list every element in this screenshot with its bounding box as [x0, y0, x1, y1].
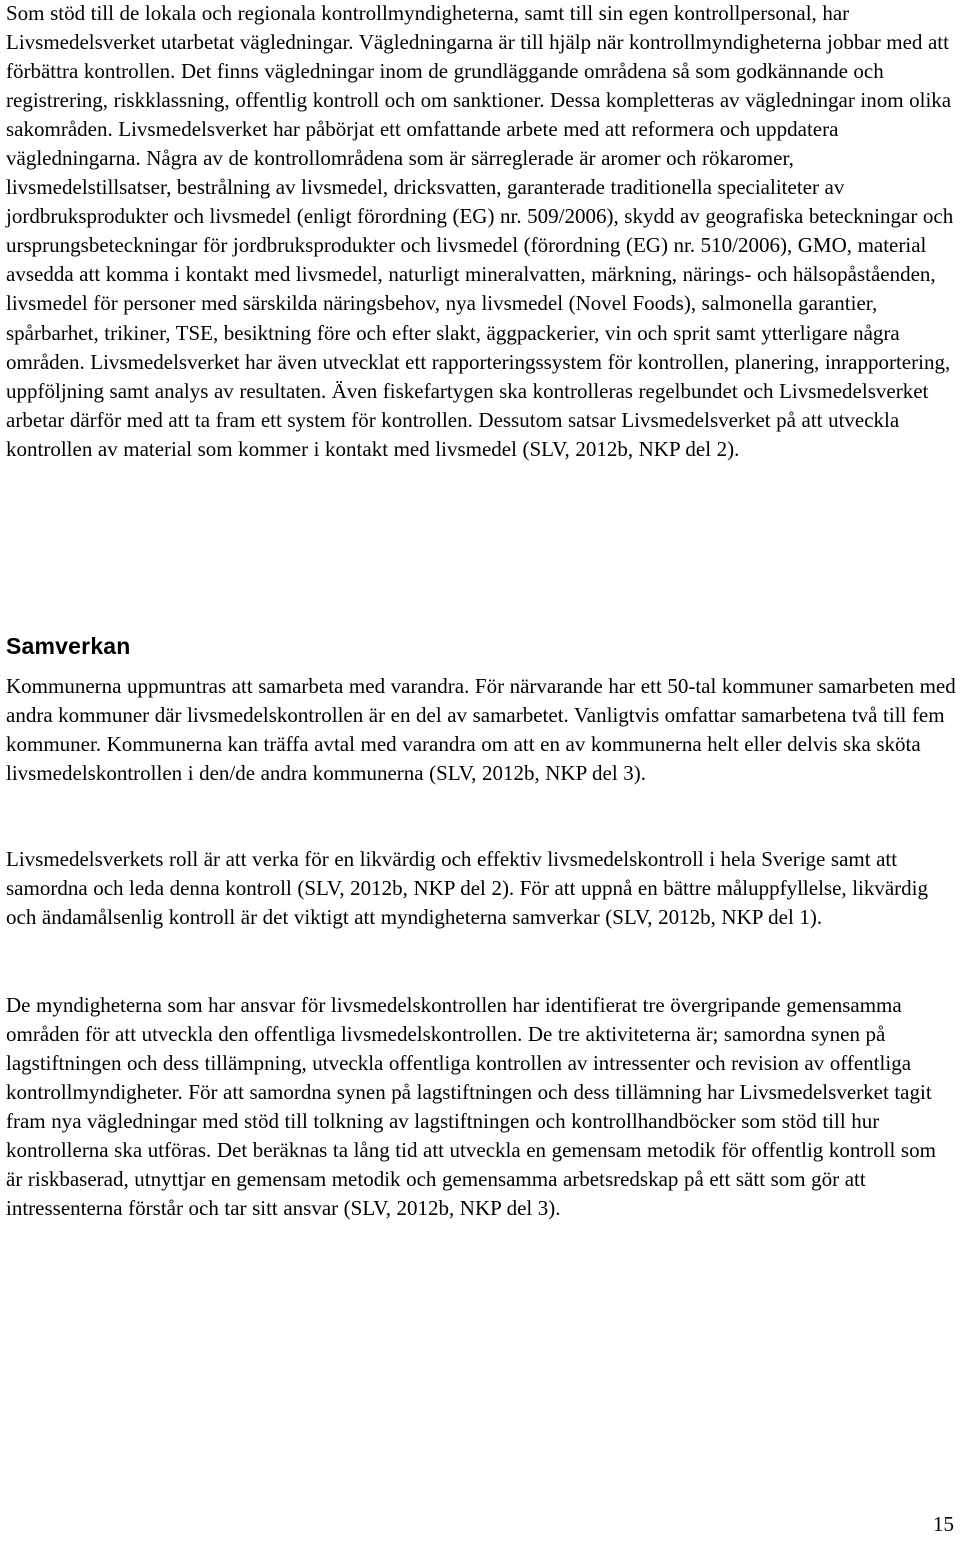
- section-role: [6, 845, 960, 932]
- paragraph-guidance: Som stöd till de lokala och regionala kontrollmyndigheterna, samt till sin egen kontrollpersonal, har Livsmedelsverket utarbetat vägledningar. Vägledningarna är till hjälp när kontrollmyndigheterna jobbar med att förbättra kontrollen. Det finns vägledningar inom de grundläggande områdena så som godkännande och registrering, riskklassning, offentlig kontroll och om sanktioner. Dessa kompletteras av vägledningar inom olika sakområden. Livsmedelsverket har påbörjat ett omfattande arbete med att reformera och uppdatera vägledningarna. Några av de kontrollområdena som är särreglerade är aromer och rökaromer, livsmedelstillsatser, bestrålning av livsmedel, dricksvatten, garanterade traditionella specialiteter av jordbruksprodukter och livsmedel (enligt förordning (EG) nr. 509/2006), skydd av geografiska beteckningar och ursprungsbeteckningar för jordbruksprodukter och livsmedel (förordning (EG) nr. 510/2006), GMO, material avsedda att komma i kontakt med livsmedel, naturligt mineralvatten, märkning, närings- och hälsopåståenden, livsmedel för personer med särskilda näringsbehov, nya livsmedel (Novel Foods), salmonella garantier, spårbarhet, trikiner, TSE, besiktning före och efter slakt, äggpackerier, vin och sprit samt ytterligare några områden. Livsmedelsverket har även utvecklat ett rapporteringssystem för kontrollen, planering, inrapportering, uppföljning samt analys av resultaten. Även fiskefartygen ska kontrolleras regelbundet och Livsmedelsverket arbetar därför med att ta fram ett system för kontrollen. Dessutom satsar Livsmedelsverket på att utveckla kontrollen av material som kommer i kontakt med livsmedel (SLV, 2012b, NKP del 2).: [6, 1, 954, 461]
- page-number: 15: [933, 1512, 954, 1536]
- paragraph-agency-role: Livsmedelsverkets roll är att verka för en likvärdig och effektiv livsmedelskontroll i hela Sverige samt att samordna och leda denna kontroll (SLV, 2012b, NKP del 2). För att uppnå en bättre måluppfyllelse, likvärdig och ändamålsenlig kontroll är det viktigt att myndigheterna samverkar (SLV, 2012b, NKP del 1).: [6, 847, 929, 930]
- section-common-areas: [6, 991, 956, 1223]
- paragraph-common-areas: De myndigheterna som har ansvar för livsmedelskontrollen har identifierat tre övergripande gemensamma områden för att utveckla den offentliga livsmedelskontrollen. De tre aktiviteterna är; samordna synen på lagstiftningen och dess tillämpning, utveckla offentliga kontrollen av intressenter och revision av offentliga kontrollmyndigheter. För att samordna synen på lagstiftningen och dess tillämning har Livsmedelsverket tagit fram nya vägledningar med stöd till tolkning av lagstiftningen och kontrollhandböcker som stöd till hur kontrollerna ska utföras. Det beräknas ta lång tid att utveckla en gemensam metodik för offentlig kontroll som är riskbaserad, utnyttjar en gemensam metodik och gemensamma arbetsredskap på ett sätt som gör att intressenterna förstår och tar sitt ansvar (SLV, 2012b, NKP del 3).: [6, 993, 936, 1221]
- section-heading-samverkan: Samverkan: [6, 633, 131, 659]
- document-page: [6, 0, 956, 1221]
- paragraph-municipal-cooperation: Kommunerna uppmuntras att samarbeta med varandra. För närvarande har ett 50-tal kommuner samarbeten med andra kommuner där livsmedelskontrollen är en del av samarbetet. Vanligtvis omfattar samarbetena två till fem kommuner. Kommunerna kan träffa avtal med varandra om att en av kommunerna helt eller delvis ska sköta livsmedelskontrollen i den/de andra kommunerna (SLV, 2012b, NKP del 3).: [6, 674, 956, 786]
- section-samverkan: [6, 672, 956, 788]
